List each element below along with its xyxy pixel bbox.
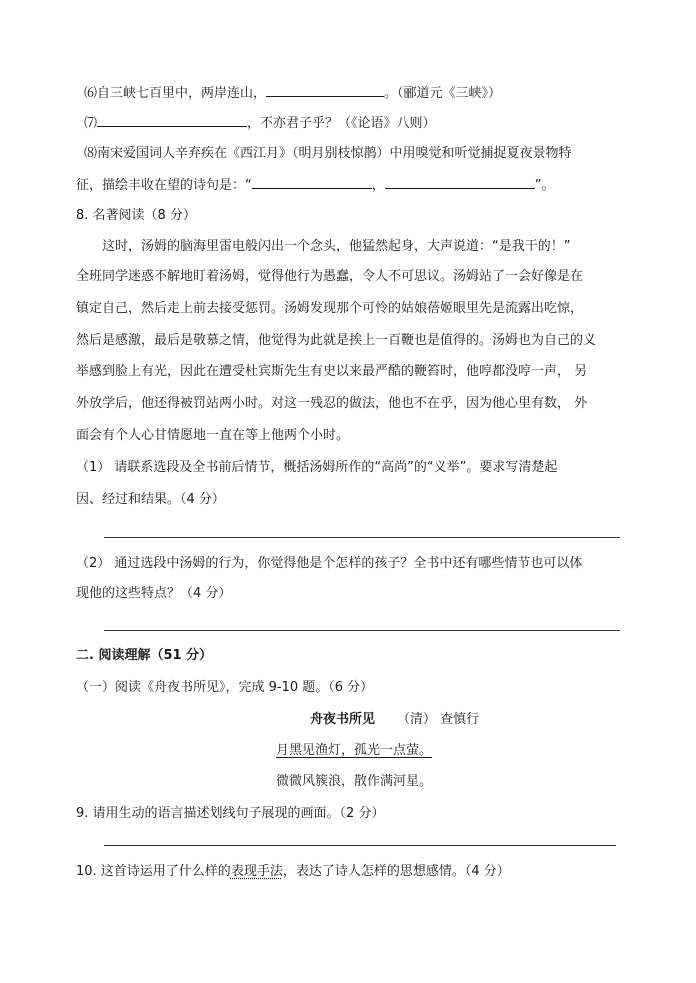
question-6 [84,82,501,104]
passage-line-4: 然后是感激，最后是敬慕之情，他觉得为此就是挨上一百鞭也是值得的。汤姆也为自己的义 [76,333,597,348]
question-9: 9. 请用生动的语言描述划线句子展现的画面。（2 分） [76,806,385,821]
q8-close: ”。 [534,178,555,193]
subquestion-1-answer-line[interactable] [104,537,620,538]
section-2-heading: 二. 阅读理解（51 分） [76,648,213,663]
question-9-answer-line[interactable] [104,845,616,846]
passage-line-3: 镇定自己，然后走上前去接受惩罚。汤姆发现那个可怜的姑娘蓓姬眼里先是流露出吃惊， [76,301,584,316]
poem-title-row [310,710,479,730]
q8-answer-blank-2[interactable] [385,174,535,189]
section-2-subheading: （一）阅读《舟夜书所见》，完成 9-10 题。（6 分） [76,680,374,695]
question-10 [76,862,510,882]
q10-prompt-start: 10. 这首诗运用了什么样的 [76,864,231,879]
q6-answer-blank[interactable] [266,82,384,97]
q10-prompt-end: ，表达了诗人怎样的思想感情。（4 分） [282,864,510,879]
q7-answer-blank[interactable] [97,112,247,127]
q8-prompt: 征，描绘丰收在望的诗句是：“ [76,178,252,193]
q8-comma: ， [371,178,385,193]
subquestion-1-line2: 因、经过和结果。（4 分） [76,492,225,507]
q10-emphasis: 表现手法 [230,864,283,879]
passage-line-7: 面会有个人心甘情愿地一直在等上他两个小时。 [76,428,350,443]
subquestion-2-answer-line[interactable] [104,630,620,631]
passage-line-2: 全班同学迷惑不解地盯着汤姆，觉得他行为愚蠢，令人不可思议。汤姆站了一会好像是在 [76,269,584,284]
subquestion-2-line1: （2） 通过选段中汤姆的行为，你觉得他是个怎样的孩子？全书中还有哪些情节也可以体 [76,556,583,571]
section-8-heading: 8. 名著阅读（8 分） [76,208,196,223]
subquestion-1-line1: （1） 请联系选段及全书前后情节，概括汤姆所作的“高尚”的“义举”。要求写清楚起 [76,460,558,475]
question-8-line2 [76,174,555,196]
question-8-line1: ⑻南宋爱国词人辛弃疾在《西江月》（明月别枝惊鹊）中用嗅觉和听觉捕捉夏夜景物特 [84,146,572,161]
poem-title: 舟夜书所见 [310,712,376,727]
subquestion-2-line2: 现他的这些特点？（4 分） [76,586,232,601]
question-7 [84,112,436,134]
passage-line-5: 举感到脸上有光，因此在遭受杜宾斯先生有史以来最严酷的鞭笞时，他哼都没哼一声， 另 [76,364,588,379]
poem-author: （清） 查慎行 [397,712,480,727]
poem-line-2: 微微风簇浪，散作满河星。 [276,774,433,789]
q8-answer-blank-1[interactable] [252,174,372,189]
q7-number: ⑺ [84,116,98,131]
poem-line-1: 月黑见渔灯，孤光一点萤。 [276,743,433,758]
passage-line-6: 外放学后，他还得被罚站两小时。对这一残忍的做法，他也不在乎，因为他心里有数， 外 [76,396,588,411]
q6-source: 。（郦道元《三峡》） [384,86,502,101]
passage-line-1: 这时，汤姆的脑海里雷电般闪出一个念头，他猛然起身，大声说道：“是我干的！” [102,239,571,254]
q7-source: ，不亦君子乎？（《论语》八则） [247,116,436,131]
q6-prompt: ⑹自三峡七百里中，两岸连山， [84,86,267,101]
